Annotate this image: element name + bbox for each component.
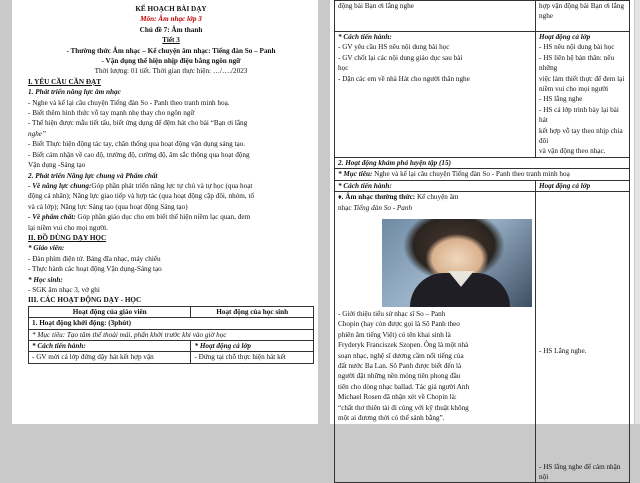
text-line: việc làm thiết thực để đem lại: [539, 74, 625, 83]
story-title: Tiếng đàn So - Panh: [353, 203, 413, 212]
spacer: [539, 192, 626, 346]
lesson-time: Thời lượng: 01 tiết. Thời gian thực hiện: …/…./2023: [94, 67, 248, 76]
subheading-student: * Học sinh:: [28, 275, 63, 284]
class-activity-label: * Hoạt động cả lớp: [191, 341, 314, 352]
text-line: và vận động theo nhạc.: [539, 147, 606, 156]
text-line: niềm vui cho mọi người: [539, 85, 609, 94]
table-row: [335, 192, 630, 483]
text-line: động cá nhân); Năng lực giao tiếp và hợp tác (qua hoạt động cặp đôi, nhóm, tổ: [28, 192, 255, 201]
chopin-portrait-image: [382, 219, 532, 307]
lesson-content-2: - Vận dụng thể hiện nhịp điệu bằng ngôn ngữ: [101, 57, 241, 66]
student-cell: - Đứng tại chỗ thực hiện hát kết: [191, 352, 314, 363]
table-row: [29, 318, 314, 329]
text-line: - Biết cảm nhận về cao độ, trường độ, cường độ, âm sắc thông qua hoạt động: [28, 150, 250, 159]
text-line: Chopin (hay còn được gọi là Sô Panh theo: [338, 320, 460, 329]
text-line: - HS lắng nghe để cảm nhận nội: [539, 462, 621, 481]
text-line: - HS liên hệ bản thân: nếu những: [539, 53, 615, 73]
text-line: động bài Bạn ơi lắng nghe: [338, 2, 414, 10]
text-line: - Biết Thực hiện động tác tay, chân thống qua hoạt động vận dụng sáng tạo.: [28, 140, 246, 149]
text-line: - HS lắng nghe: [539, 95, 583, 104]
text-line: soạn nhạc, nghệ sĩ dương cầm nổi tiếng của: [338, 351, 464, 360]
teacher-cell: [335, 32, 536, 158]
subject-line: Môn: Âm nhạc lớp 3: [140, 15, 202, 24]
text-span: Kể chuyện âm: [415, 193, 459, 202]
text-line: [28, 212, 314, 222]
section-heading-materials: II. ĐỒ DÙNG DẠY HỌC: [28, 233, 107, 242]
plan-title: KẾ HOẠCH BÀI DẠY: [135, 5, 207, 13]
subheading-music-skills: 1. Phát triển năng lực âm nhạc: [28, 88, 121, 97]
table-row: [335, 32, 630, 158]
student-cell: [536, 192, 630, 483]
text-line: - GV yêu cầu HS nêu nội dung bài học: [338, 43, 450, 52]
table-row: [29, 329, 314, 340]
text-line: - Thể hiện được mẫu tiết tấu, biết ứng dụng để đệm hát cho bài “Bạn ơi lắng: [28, 119, 248, 128]
text-line: - Dặn các em về nhà Hát cho người thân nghe: [338, 74, 470, 83]
student-cell: [536, 32, 630, 158]
text-line: - Đàn phím điện tử. Bảng đĩa nhạc, máy chiếu: [28, 254, 161, 263]
header-teacher: Hoạt động của giáo viên: [29, 306, 191, 317]
class-activity-label: Hoạt động cả lớp: [536, 180, 630, 191]
warmup-goal: * Mục tiêu: Tạo tâm thế thoải mái, phấn khởi trước khi vào giờ học: [29, 329, 314, 340]
subheading-teacher: * Giáo viên:: [28, 244, 65, 253]
method-label: * Cách tiến hành:: [338, 33, 392, 41]
text-line: người đặt những nền móng tiên phong đầu: [338, 372, 461, 381]
text-line: tiên cho dòng nhạc ballad. Tác giả người Anh: [338, 382, 470, 391]
subheading-general-skills: 2. Phát triển Năng lực chung và Phẩm chất: [28, 171, 158, 180]
text-span: nhạc: [338, 203, 354, 212]
text-line: học: [338, 64, 349, 73]
activity2-title: 2. Hoạt động khám phá luyện tập (15): [335, 157, 630, 168]
label-general-skills: - Về năng lực chung:: [28, 181, 92, 190]
text-line: nghe”: [28, 129, 46, 138]
document-page-right: [330, 0, 634, 481]
table-row: [29, 352, 314, 363]
teacher-cell: [335, 192, 536, 483]
text-line: [28, 181, 314, 191]
activities-table: [28, 306, 314, 364]
table-row: [335, 157, 630, 168]
topic-line: Chủ đề 7: Âm thanh: [139, 25, 203, 34]
text-line: - Nghe và kể lại câu chuyện Tiếng đàn So - Panh theo tranh minh hoạ.: [28, 98, 230, 107]
activities-table-continued: [334, 0, 630, 483]
table-row: [335, 1, 630, 32]
document-page-left: [12, 0, 318, 424]
label-qualities: - Về phẩm chất:: [28, 213, 76, 222]
music-theory-label: ♦. Âm nhạc thường thức:: [338, 193, 416, 202]
goal-text: Nghe và kể lại câu chuyện Tiếng đàn So - Panh theo tranh minh hoạ: [372, 170, 570, 179]
spacer: [539, 357, 626, 462]
text-line: Fryderyk Franciszek Szopen. Ông là một nhà: [338, 341, 469, 350]
text-line: - GV chốt lại các nội dung giáo dục sau bài: [338, 53, 463, 62]
text-line: Michael Rosen đã nhận xét về Chopin là:: [338, 393, 457, 402]
text-line: nghe: [539, 12, 553, 21]
text-line: - Giới thiệu tiểu sử nhạc sĩ So – Panh: [338, 309, 446, 318]
text-line: hợp vận động bài Bạn ơi lắng: [539, 2, 625, 10]
text-line: - Thực hành các hoạt động Vận dụng-Sáng tạo: [28, 265, 162, 274]
vertical-scrollbar[interactable]: [635, 0, 640, 424]
text-line: một ai đương thời có thể sánh bằng”.: [338, 413, 445, 422]
header-student: Hoạt động của học sinh: [191, 306, 314, 317]
text-line: phiên âm tiếng Việt) có tên khai sinh là: [338, 330, 451, 339]
text-line: kết hợp vỗ tay theo nhịp chia đôi: [539, 126, 623, 146]
text-span: Góp phần giáo dục cho em biết thể hiện niềm lạc quan, đem: [75, 213, 251, 222]
lesson-content-1: - Thường thức Âm nhạc – Kể chuyện âm nhạc: Tiếng đàn So – Panh: [66, 46, 276, 55]
activity2-goal: [335, 169, 630, 180]
section-heading-requirements: I. YÊU CẦU CẦN ĐẠT: [28, 77, 102, 86]
text-line: lại niềm vui cho mọi người.: [28, 223, 108, 232]
table-row: [335, 169, 630, 180]
teacher-cell: [335, 1, 536, 32]
method-label: * Cách tiến hành:: [335, 180, 536, 191]
text-line: và cả lớp); Năng lực Sáng tạo (qua hoạt động Sáng tạo): [28, 202, 188, 211]
text-line: Vận dụng -Sáng tạo: [28, 161, 86, 170]
section-heading-activities: III. CÁC HOẠT ĐỘNG DẠY - HỌC: [28, 296, 142, 305]
method-label: * Cách tiến hành:: [29, 341, 191, 352]
teacher-cell: - GV mời cả lớp đứng dậy hát kết hợp vận: [29, 352, 191, 363]
goal-label: * Mục tiêu:: [338, 170, 373, 179]
text-line: [338, 192, 532, 202]
text-line: - Biết thêm hình thức vỗ tay mạnh nhẹ thay cho ngôn ngữ: [28, 109, 195, 118]
text-line: [338, 203, 532, 213]
text-line: - HS nêu nội dung bài học: [539, 43, 615, 52]
text-span: Góp phần phát triển năng lực tự chủ và tự học (qua hoạt: [91, 181, 253, 190]
text-line: - HS cả lớp trình bày lại bài hát: [539, 105, 619, 125]
table-header-row: [29, 306, 314, 317]
lesson-number: Tiết 3: [162, 36, 180, 45]
table-row: [335, 180, 630, 191]
class-activity-label: Hoạt động cả lớp: [539, 33, 591, 41]
text-line: - SGK âm nhạc 3, vở ghi: [28, 285, 100, 294]
table-row: [29, 341, 314, 352]
text-line: - HS Lắng nghe.: [539, 347, 587, 356]
text-line: “chất thơ thiên tài đi cùng với kỹ thuật không: [338, 403, 469, 412]
student-cell: [536, 1, 630, 32]
warmup-title: 1. Hoạt động khởi động: (3phút): [29, 318, 314, 329]
text-line: đất nước Ba Lan. Sô Panh được biết đến là: [338, 361, 462, 370]
